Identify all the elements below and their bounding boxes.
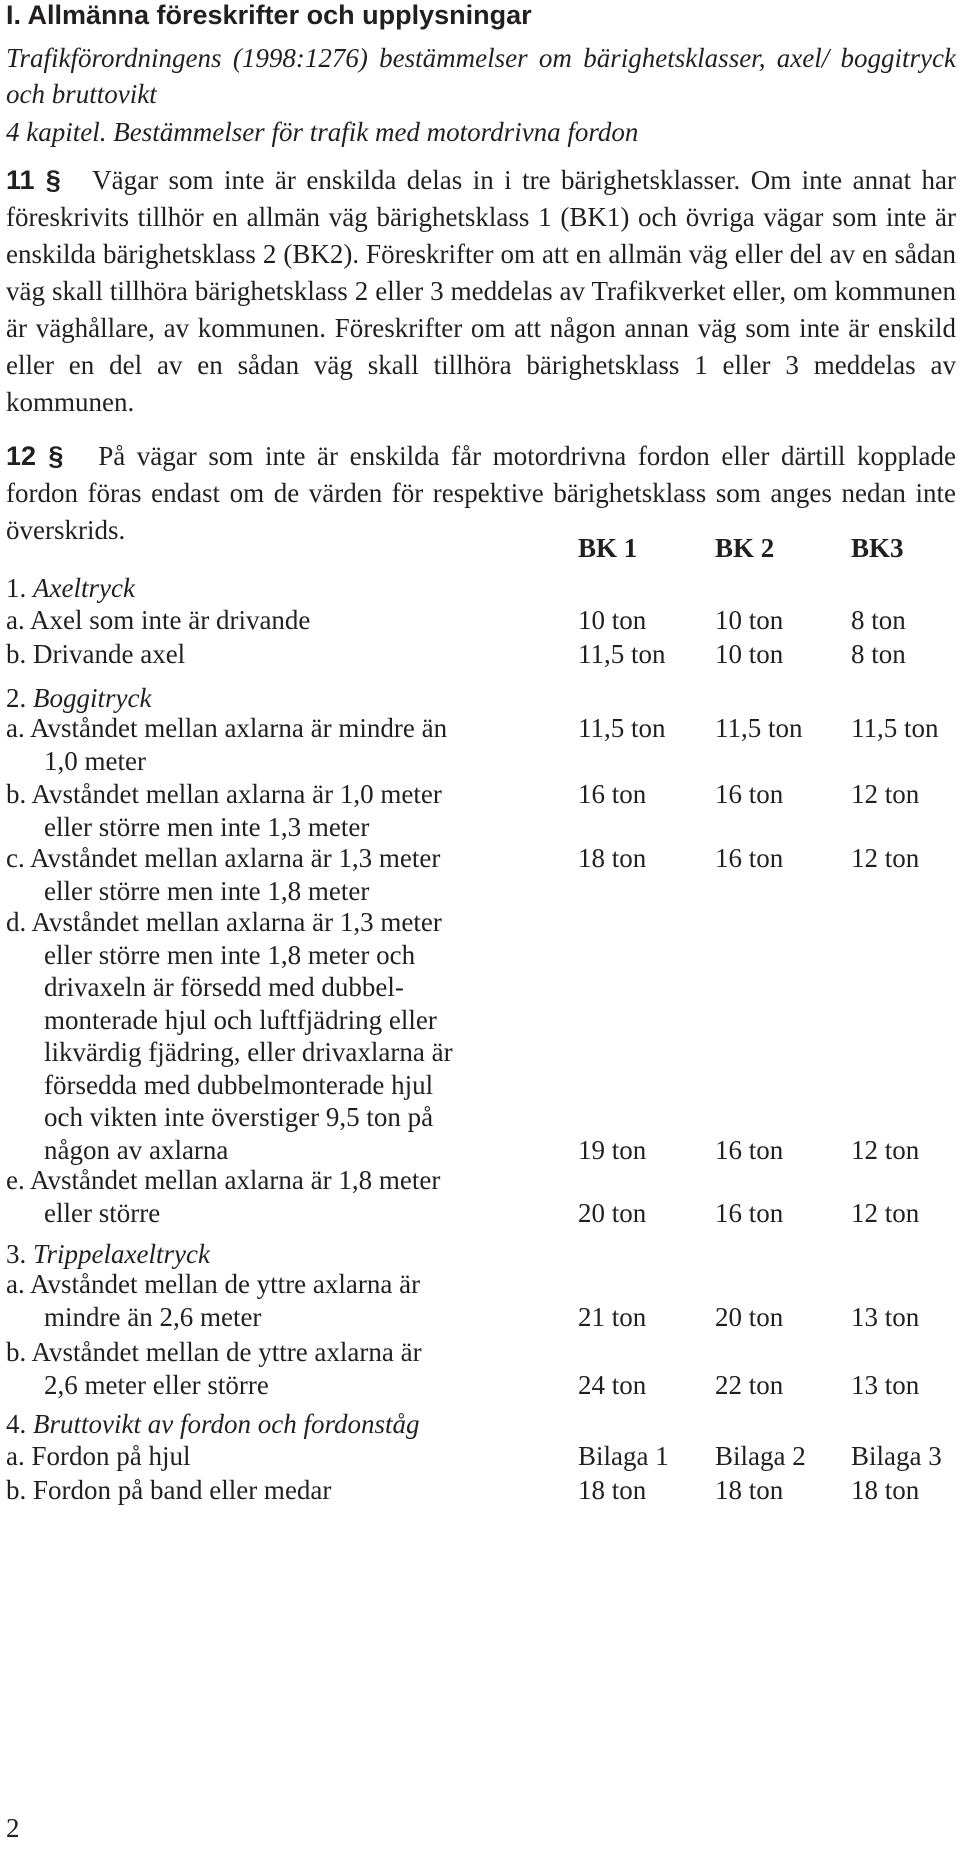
row-label: b. [6, 1337, 27, 1367]
description-line: och vikten inte överstiger 9,5 ton på [44, 1102, 434, 1132]
description-line: Avståndet mellan de yttre axlarna är [31, 1337, 422, 1367]
table-cell-bk3: Bilaga 3 [851, 1441, 942, 1471]
table-cell-bk1: 24 ton [578, 1369, 647, 1400]
table-cell-bk3: 13 ton [851, 1301, 920, 1332]
table-row-description [6, 1268, 538, 1333]
chapter-title: 4 kapitel. Bestämmelser för trafik med motordrivna fordon [6, 117, 639, 147]
description-line: Avståndet mellan axlarna är mindre än [30, 713, 448, 743]
row-label: a. [6, 605, 25, 635]
group-title: Boggitryck [33, 683, 152, 713]
table-cell-bk3: 12 ton [851, 779, 920, 809]
section-12-sign: 12 § [6, 441, 64, 471]
description-line: Fordon på band eller medar [33, 1475, 332, 1505]
table-row-description [6, 1474, 538, 1507]
table-cell-bk3: 12 ton [851, 1134, 920, 1165]
description-line: eller större men inte 1,8 meter och [44, 939, 416, 970]
description-line: någon av axlarna [44, 1134, 229, 1165]
description-line: Avståndet mellan de yttre axlarna är [30, 1269, 421, 1299]
table-cell-bk2: 20 ton [715, 1301, 784, 1332]
row-label: b. [6, 779, 27, 809]
page-number: 2 [6, 1813, 20, 1843]
row-label: b. [6, 639, 27, 669]
table-cell-bk1: Bilaga 1 [578, 1441, 669, 1471]
table-cell-bk3: 12 ton [851, 843, 920, 873]
description-line: eller större men inte 1,8 meter [44, 875, 370, 906]
table-row-description [6, 1440, 538, 1473]
section-11 [6, 162, 956, 421]
table-row-description [6, 1164, 538, 1229]
column-header-bk2: BK 2 [715, 533, 775, 563]
section-12 [6, 438, 956, 549]
row-label: d. [6, 907, 27, 937]
table-cell-bk3: 11,5 ton [851, 713, 939, 743]
section-heading: I. Allmänna föreskrifter och upplysningar [6, 0, 532, 30]
group-number: 4. [6, 1409, 27, 1439]
table-row-description [6, 712, 538, 777]
table-cell-bk1: 18 ton [578, 843, 647, 873]
row-label: e. [6, 1165, 25, 1195]
table-row-description [6, 778, 538, 843]
table-cell-bk2: 16 ton [715, 1134, 784, 1165]
table-row-description [6, 1336, 538, 1401]
table-cell-bk1: 21 ton [578, 1301, 647, 1332]
description-line: 1,0 meter [44, 745, 146, 776]
section-11-text: Vägar som inte är enskilda delas in i tre bärighetsklasser. Om inte annat har föreskrivits tillhör en allmän väg bärighetsklass 1 (BK1) och övriga vägar som inte är enskilda bärighetsklass 2 (BK2). Föreskrifter om att en allmän väg eller del av en sådan väg skall tillhöra bärighetsklass 2 eller 3 meddelas av Trafikverket eller, om kommunen är väghållare, av kommunen. Föreskrifter om att någon annan väg som inte är enskild eller en del av en sådan väg skall tillhöra bärighetsklass 1 eller 3 meddelas av kommunen. [6, 165, 957, 417]
description-line: Axel som inte är drivande [30, 605, 311, 635]
description-line: mindre än 2,6 meter [44, 1301, 262, 1332]
description-line: Avståndet mellan axlarna är 1,3 meter [30, 843, 441, 873]
table-cell-bk3: 8 ton [851, 605, 906, 635]
table-cell-bk3: 13 ton [851, 1369, 920, 1400]
table-cell-bk3: 12 ton [851, 1197, 920, 1228]
subtitle: Trafikförordningens (1998:1276) bestämmelser om bärighetsklasser, axel/ boggitryck och bruttovikt [6, 43, 956, 109]
group-title: Bruttovikt av fordon och fordonståg [33, 1409, 420, 1439]
table-cell-bk2: 10 ton [715, 605, 784, 635]
group-number: 1. [6, 573, 27, 603]
table-row-description [6, 638, 538, 671]
row-label: a. [6, 713, 25, 743]
table-row-description [6, 906, 538, 1166]
description-line: Fordon på hjul [31, 1441, 191, 1471]
table-cell-bk1: 10 ton [578, 605, 647, 635]
description-line: eller större men inte 1,3 meter [44, 811, 370, 842]
section-12-text: På vägar som inte är enskilda får motordrivna fordon eller därtill kopplade fordon föras endast om de värden för respektive bärighetsklass som anges nedan inte överskrids. [6, 441, 956, 545]
table-cell-bk2: 22 ton [715, 1369, 784, 1400]
description-line: 2,6 meter eller större [44, 1369, 269, 1400]
table-cell-bk2: 16 ton [715, 779, 784, 809]
column-header-bk3: BK3 [851, 533, 904, 563]
description-line: Avståndet mellan axlarna är 1,0 meter [31, 779, 442, 809]
table-cell-bk2: 16 ton [715, 843, 784, 873]
table-row-description [6, 604, 538, 637]
section-11-sign: 11 § [6, 165, 61, 195]
table-cell-bk2: 16 ton [715, 1197, 784, 1228]
table-cell-bk3: 18 ton [851, 1475, 920, 1505]
table-cell-bk1: 11,5 ton [578, 639, 666, 669]
table-cell-bk1: 19 ton [578, 1134, 647, 1165]
description-line: monterade hjul och luftfjädring eller [44, 1004, 437, 1035]
table-cell-bk1: 16 ton [578, 779, 647, 809]
table-group-title [6, 570, 135, 607]
table-cell-bk1: 18 ton [578, 1475, 647, 1505]
table-cell-bk1: 11,5 ton [578, 713, 666, 743]
table-group-title [6, 1406, 419, 1443]
table-cell-bk2: 11,5 ton [715, 713, 803, 743]
description-line: Avståndet mellan axlarna är 1,3 meter [31, 907, 442, 937]
row-label: a. [6, 1269, 25, 1299]
description-line: försedda med dubbelmonterade hjul [44, 1069, 434, 1100]
description-line: Drivande axel [33, 639, 186, 669]
table-row-description [6, 842, 538, 907]
table-cell-bk3: 8 ton [851, 639, 906, 669]
table-cell-bk1: 20 ton [578, 1197, 647, 1228]
table-cell-bk2: Bilaga 2 [715, 1441, 806, 1471]
group-number: 3. [6, 1239, 27, 1269]
row-label: c. [6, 843, 25, 873]
row-label: a. [6, 1441, 25, 1471]
row-label: b. [6, 1475, 27, 1505]
group-title: Axeltryck [33, 573, 135, 603]
description-line: eller större [44, 1197, 161, 1228]
group-number: 2. [6, 683, 27, 713]
description-line: likvärdig fjädring, eller drivaxlarna är [44, 1037, 453, 1067]
column-header-bk1: BK 1 [578, 533, 638, 563]
description-line: Avståndet mellan axlarna är 1,8 meter [30, 1165, 441, 1195]
table-cell-bk2: 18 ton [715, 1475, 784, 1505]
table-cell-bk2: 10 ton [715, 639, 784, 669]
description-line: drivaxeln är försedd med dubbel- [44, 972, 404, 1002]
group-title: Trippelaxeltryck [33, 1239, 210, 1269]
